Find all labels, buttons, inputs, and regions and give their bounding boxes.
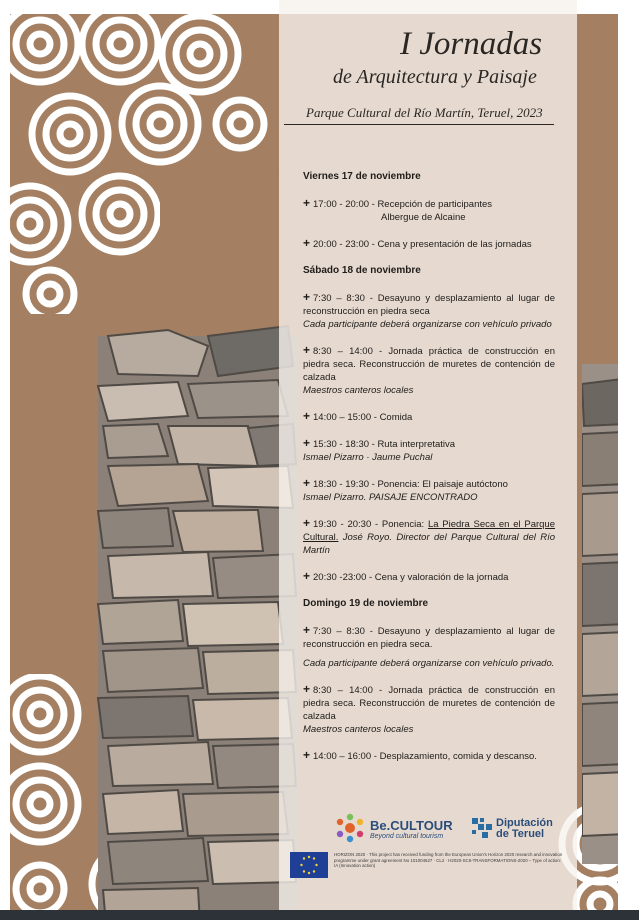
bottom-strip <box>0 910 639 920</box>
stone-wall-illustration <box>88 296 303 910</box>
schedule-item-text: 15:30 - 18:30 - Ruta interpretativa <box>313 439 456 450</box>
schedule-item-text: 20:30 -23:00 - Cena y valoración de la jornada <box>313 572 509 583</box>
schedule-item <box>303 749 555 763</box>
stone-wall-edge <box>582 364 618 864</box>
schedule-item-text: 19:30 - 20:30 - Ponencia: <box>313 519 428 530</box>
schedule-item <box>303 517 555 557</box>
schedule-item-note: Cada participante deberá organizarse con vehículo privado <box>303 319 552 330</box>
bullet-plus: + <box>303 748 311 762</box>
schedule-item <box>303 570 555 584</box>
day-heading-saturday: Sábado 18 de noviembre <box>303 265 421 276</box>
schedule-item-text: 7:30 – 8:30 - Desayuno y desplazamiento al lugar de reconstrucción en piedra seca <box>303 293 555 317</box>
sponsor-logos <box>330 810 570 850</box>
schedule-item-note: José Royo. Director del Parque Cultural del Río Martín <box>303 532 555 556</box>
bullet-plus: + <box>303 516 311 530</box>
schedule-item-text: 14:00 – 16:00 - Desplazamiento, comida y descanso. <box>313 751 537 762</box>
schedule-item-text: 8:30 – 14:00 - Jornada práctica de construcción en piedra seca. Reconstrucción de muretes de contención de calzada <box>303 685 555 722</box>
schedule-item-note: Maestros canteros locales <box>303 385 414 396</box>
schedule-item-text: 20:00 - 23:00 - Cena y presentación de las jornadas <box>313 239 532 250</box>
diputacion-logo-icon <box>470 816 494 840</box>
schedule-item <box>303 683 555 736</box>
bullet-plus: + <box>303 343 311 357</box>
bullet-plus: + <box>303 236 311 250</box>
schedule-item-text: 18:30 - 19:30 - Ponencia: El paisaje autóctono <box>313 479 508 490</box>
schedule-item-venue: Albergue de Alcaine <box>381 212 466 223</box>
becultour-name: Be.CULTOUR <box>370 818 453 833</box>
schedule-item-note: Maestros canteros locales <box>303 724 414 735</box>
bullet-plus: + <box>303 290 311 304</box>
bullet-plus: + <box>303 623 311 637</box>
bullet-plus: + <box>303 196 311 210</box>
schedule-item-text: 8:30 – 14:00 - Jornada práctica de construcción en piedra seca. Reconstrucción de muretes de contención de calzada <box>303 346 555 383</box>
schedule-item <box>303 197 555 224</box>
schedule-item <box>303 437 555 464</box>
schedule-item-note: Ismael Pizarro. PAISAJE ENCONTRADO <box>303 492 478 503</box>
schedule-item-text: 7:30 – 8:30 - Desayuno y desplazamiento al lugar de reconstrucción en piedra seca. <box>303 626 555 650</box>
event-title: I Jornadas <box>400 26 543 62</box>
schedule-item <box>303 477 555 504</box>
diputacion-name: Diputación de Teruel <box>496 817 553 840</box>
schedule-item-note: Ismael Pizarro · Jaume Puchal <box>303 452 433 463</box>
bullet-plus: + <box>303 682 311 696</box>
schedule-item-text: 17:00 - 20:00 - Recepción de participantes <box>313 199 493 210</box>
program-schedule <box>303 170 555 776</box>
schedule-item <box>303 291 555 331</box>
bullet-plus: + <box>303 436 311 450</box>
day-heading-friday: Viernes 17 de noviembre <box>303 171 421 182</box>
day-heading-sunday: Domingo 19 de noviembre <box>303 598 429 609</box>
bullet-plus: + <box>303 476 311 490</box>
bullet-plus: + <box>303 409 311 423</box>
eu-funding-notice: HORIZON 2020 · This project has received funding from the European Union's Horizon 2020 research and innovation programme under grant agreement No 101004627 · CL2 · H2020-SC6-TRANSFORMATIONS-2020 – Type of action: IA (Innovation action) <box>334 852 563 869</box>
schedule-item <box>303 624 555 670</box>
becultour-logo-icon <box>334 812 366 844</box>
event-subtitle: de Arquitectura y Paisaje <box>333 66 537 88</box>
schedule-item-text: 14:00 – 15:00 - Comida <box>313 412 413 423</box>
schedule-item-note: Cada participante deberá organizarse con vehículo privado. <box>303 658 555 669</box>
schedule-item <box>303 237 555 251</box>
eu-flag-icon <box>290 852 328 878</box>
schedule-item <box>303 410 555 424</box>
schedule-item <box>303 344 555 397</box>
talk-title: La Piedra Seca en el Parque Cultural. <box>303 519 555 543</box>
title-divider <box>284 124 554 125</box>
becultour-tagline: Beyond cultural tourism <box>370 833 444 840</box>
decorative-circles-top-left <box>10 14 290 314</box>
bullet-plus: + <box>303 569 311 583</box>
event-location: Parque Cultural del Río Martín, Teruel, 2023 <box>306 105 543 120</box>
